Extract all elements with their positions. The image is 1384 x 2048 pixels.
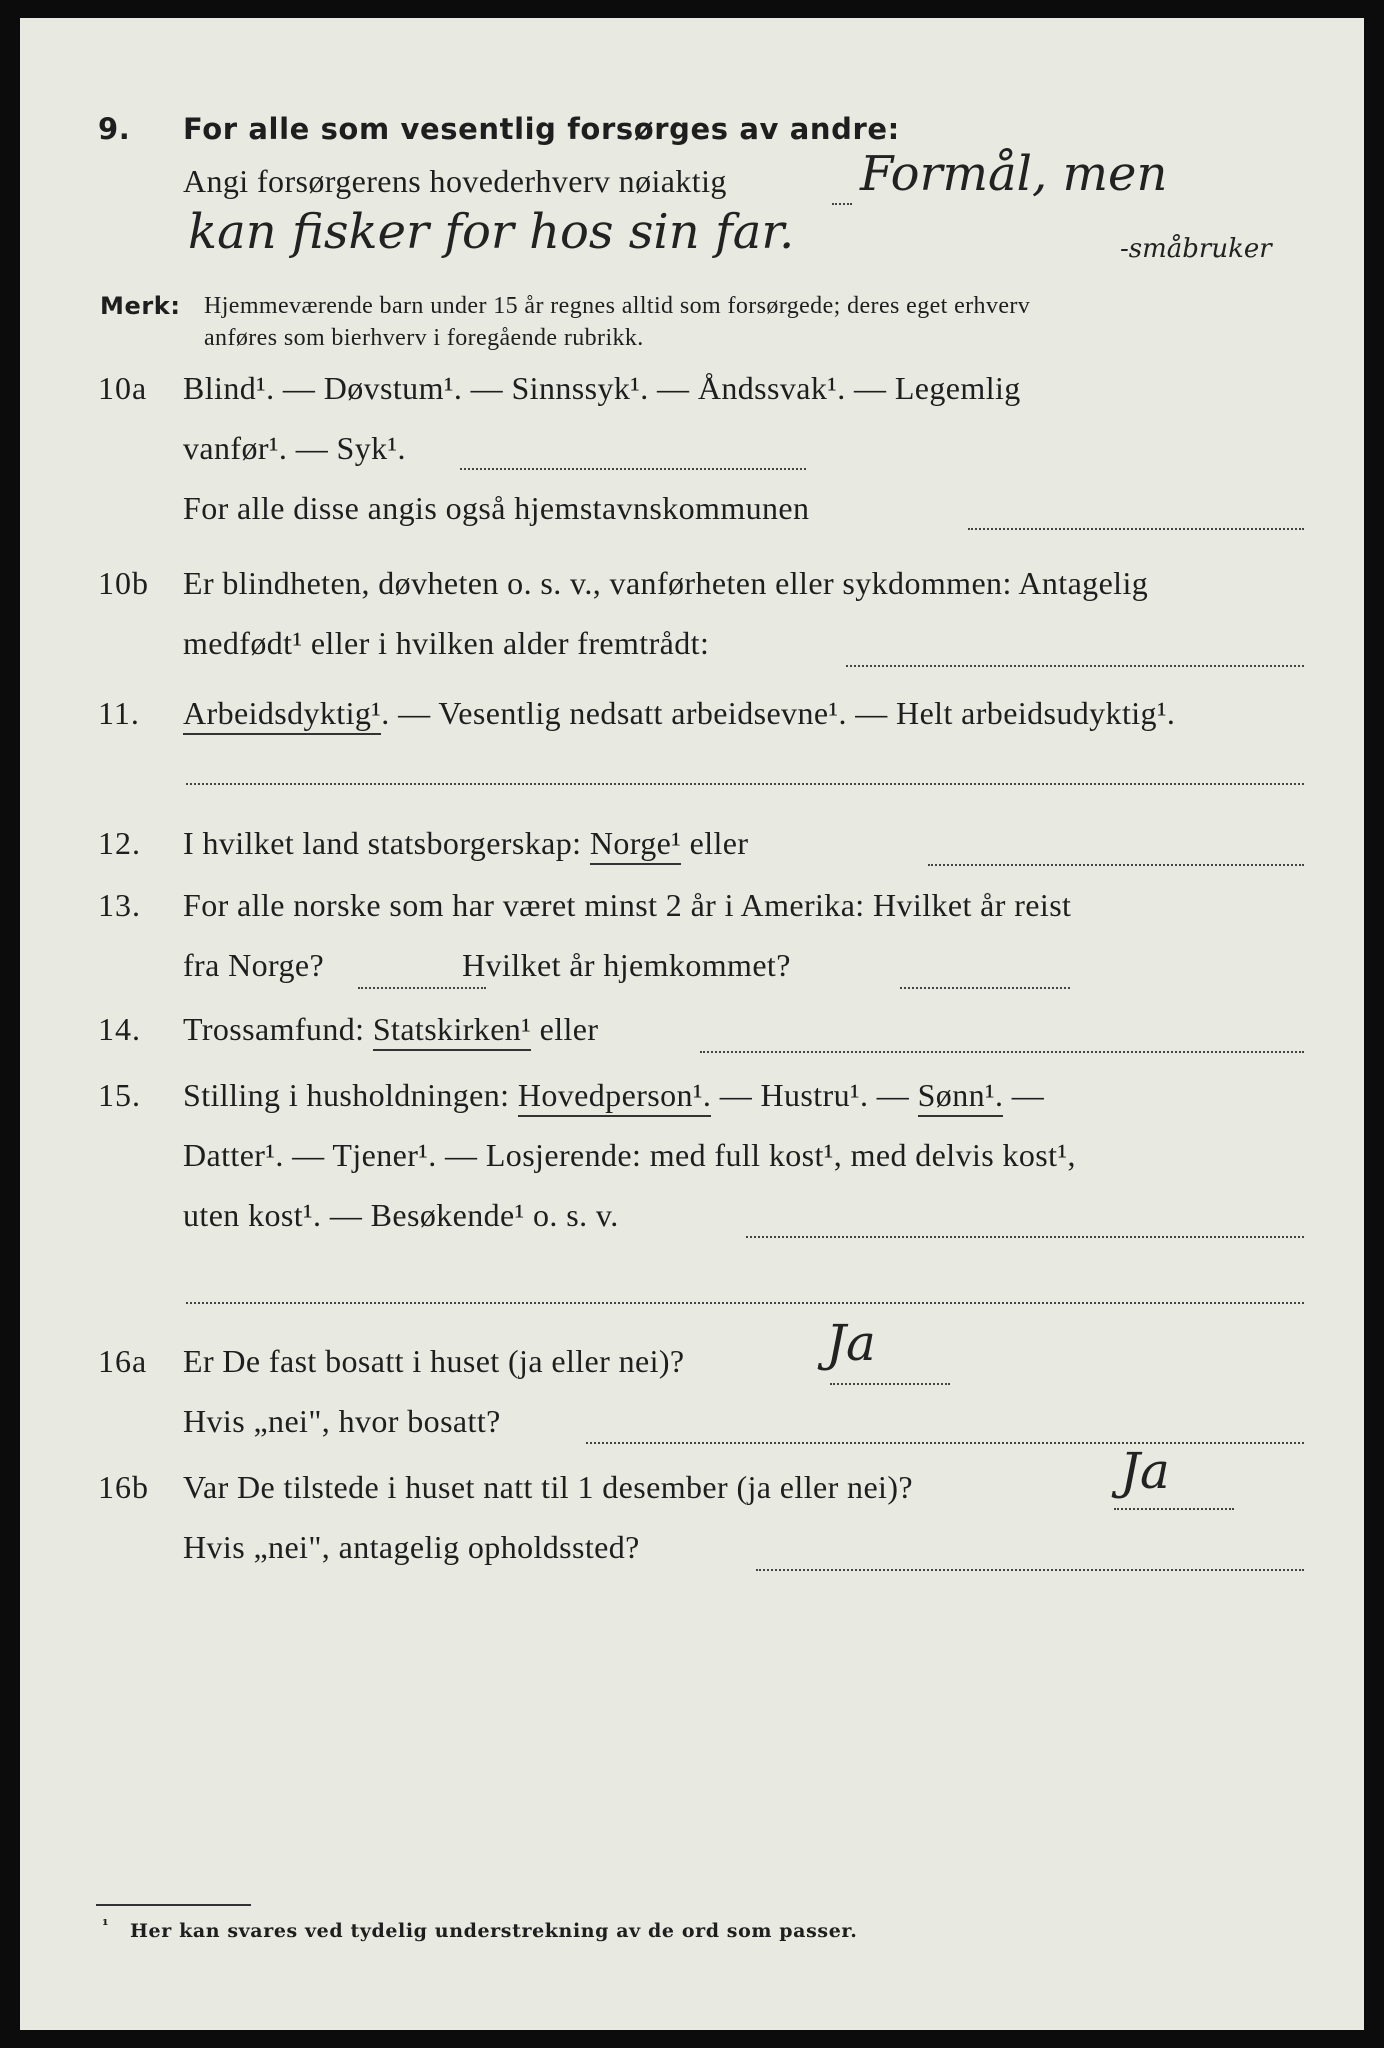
- answer-line: [586, 1442, 1304, 1444]
- census-form-page: [20, 18, 1364, 2030]
- underlined-answer: Statskirken¹: [373, 1011, 531, 1051]
- handwritten-answer-16b: Ja: [1120, 1442, 1170, 1500]
- note-text-line1: Hjemmeværende barn under 15 år regnes alltid som forsørgede; deres eget erhverv: [204, 293, 1031, 319]
- answer-line: [968, 528, 1304, 530]
- question-10a: [20, 363, 1364, 413]
- question-text: Trossamfund: Statskirken¹ eller: [183, 1004, 1304, 1054]
- question-10b: [20, 558, 1364, 608]
- answer-line: [746, 1236, 1304, 1238]
- question-14: [20, 1004, 1364, 1054]
- footnote-mark: ¹: [102, 1916, 109, 1934]
- question-text: Er blindheten, døvheten o. s. v., vanførheten eller sykdommen: Antagelig: [183, 565, 1149, 601]
- question-16a: [20, 1336, 1364, 1386]
- footnote-text: Her kan svares ved tydelig understrekning av de ord som passer.: [130, 1920, 858, 1942]
- question-text-line2: Hvis „nei", antagelig opholdssted?: [183, 1529, 640, 1565]
- question-text-line2: vanfør¹. — Syk¹.: [183, 430, 406, 466]
- question-text: For alle norske som har været minst 2 år i Amerika: Hvilket år reist: [183, 887, 1072, 923]
- underlined-answer: Arbeidsdyktig¹: [183, 695, 381, 735]
- answer-line: [1114, 1508, 1234, 1510]
- question-number: 15.: [98, 1077, 141, 1113]
- question-13: [20, 880, 1364, 930]
- underlined-answer: Sønn¹.: [918, 1077, 1004, 1117]
- question-text: Stilling i husholdningen: Hovedperson¹. — Hustru¹. — Sønn¹. —: [183, 1070, 1304, 1120]
- answer-line: [830, 1383, 950, 1385]
- handwritten-answer-note: -småbruker: [1120, 234, 1272, 264]
- question-number: 9.: [98, 112, 131, 146]
- note-label: Merk:: [100, 292, 181, 320]
- question-number: 11.: [98, 695, 140, 731]
- question-number: 10a: [98, 370, 148, 406]
- question-number: 14.: [98, 1011, 141, 1047]
- question-15: [20, 1070, 1364, 1120]
- answer-line: [186, 1302, 1304, 1304]
- answer-line: [460, 468, 806, 470]
- question-text-line2: Datter¹. — Tjener¹. — Losjerende: med full kost¹, med delvis kost¹,: [183, 1137, 1076, 1173]
- footnote-rule: [96, 1904, 251, 1906]
- question-text: Arbeidsdyktig¹. — Vesentlig nedsatt arbeidsevne¹. — Helt arbeidsudyktig¹.: [183, 688, 1304, 738]
- question-text: Angi forsørgerens hovederhverv nøiaktig: [183, 163, 727, 199]
- answer-line: [700, 1051, 1304, 1053]
- question-text-line3: For alle disse angis også hjemstavnskommunen: [183, 490, 810, 526]
- question-number: 16b: [98, 1469, 149, 1505]
- question-text-line2: Hvis „nei", hvor bosatt?: [183, 1403, 501, 1439]
- question-text: Var De tilstede i huset natt til 1 desember (ja eller nei)?: [183, 1469, 914, 1505]
- note-text-line2: anføres som bierhverv i foregående rubrikk.: [204, 325, 644, 351]
- handwritten-answer-line1: Formål, men: [860, 146, 1168, 202]
- answer-line: [900, 987, 1070, 989]
- question-heading: For alle som vesentlig forsørges av andre:: [183, 112, 900, 146]
- answer-line: [358, 987, 486, 989]
- question-number: 10b: [98, 565, 149, 601]
- answer-line: [928, 864, 1304, 866]
- answer-line: [756, 1569, 1304, 1571]
- question-text-line3: uten kost¹. — Besøkende¹ o. s. v.: [183, 1197, 619, 1233]
- question-text-line2: fra Norge? Hvilket år hjemkommet?: [183, 947, 791, 983]
- handwritten-answer-line2: kan fisker for hos sin far.: [188, 204, 795, 260]
- question-text: I hvilket land statsborgerskap: Norge¹ eller: [183, 818, 1304, 868]
- question-12: [20, 818, 1364, 868]
- underlined-answer: Norge¹: [590, 825, 681, 865]
- underlined-answer: Hovedperson¹.: [518, 1077, 711, 1117]
- question-text: Blind¹. — Døvstum¹. — Sinnssyk¹. — Åndssvak¹. — Legemlig: [183, 370, 1021, 406]
- answer-line: [186, 783, 1304, 785]
- question-number: 16a: [98, 1343, 148, 1379]
- question-text-line2: medfødt¹ eller i hvilken alder fremtrådt:: [183, 625, 710, 661]
- handwritten-answer-16a: Ja: [826, 1314, 876, 1372]
- question-11: [20, 688, 1364, 738]
- question-number: 12.: [98, 825, 141, 861]
- answer-line: [846, 665, 1304, 667]
- question-text: Er De fast bosatt i huset (ja eller nei)?: [183, 1343, 685, 1379]
- question-number: 13.: [98, 887, 141, 923]
